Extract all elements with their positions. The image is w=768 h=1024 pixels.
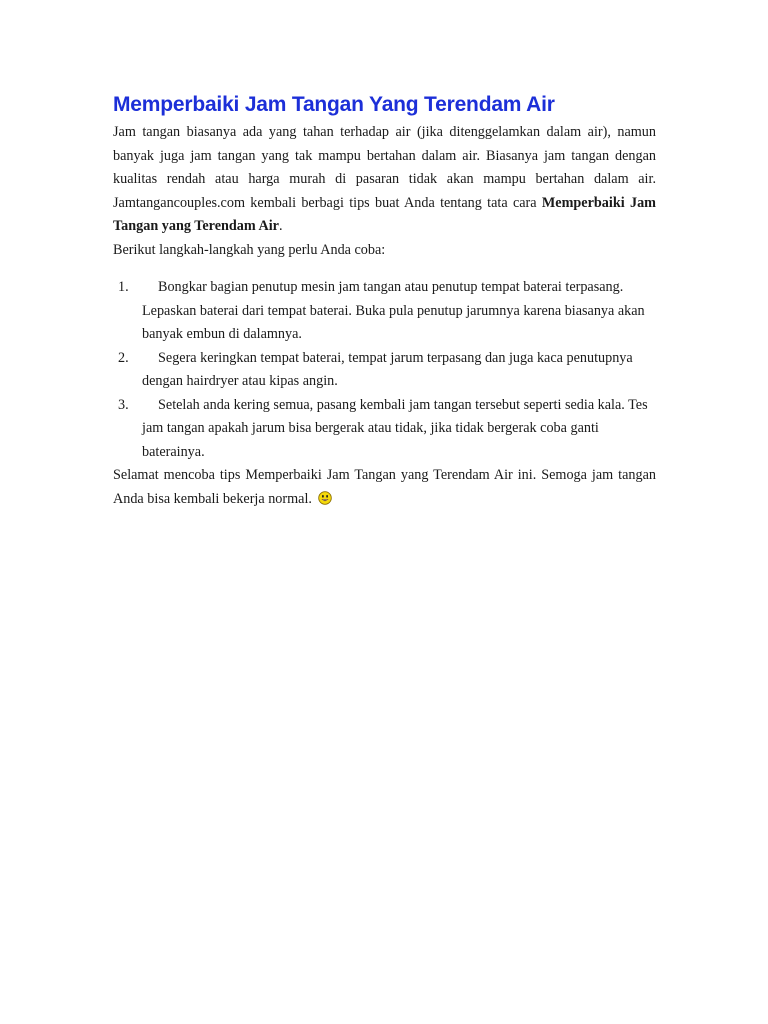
step-number: 1. — [118, 279, 129, 295]
step-number: 3. — [118, 396, 129, 413]
intro-bold-text: Memperbaiki Jam Tangan yang Terendam Air — [113, 194, 656, 234]
list-item — [113, 276, 656, 347]
list-item — [113, 347, 656, 394]
intro-paragraph — [113, 121, 656, 239]
steps-list — [113, 276, 656, 464]
steps-intro: Berikut langkah-langkah yang perlu Anda coba: — [113, 241, 386, 258]
list-item — [113, 394, 656, 465]
smiley-icon — [318, 491, 332, 505]
step-text: Segera keringkan tempat baterai, tempat jarum terpasang dan juga kaca penutupnya dengan hairdryer atau kipas angin. — [142, 349, 633, 389]
document-page — [113, 92, 656, 511]
step-number: 2. — [118, 349, 129, 366]
step-text: Bongkar bagian penutup mesin jam tangan atau penutup tempat baterai terpasang. Lepaskan baterai dari tempat baterai. Buka pula penutup jarumnya karena biasanya akan banyak embun di dalamnya. — [142, 279, 645, 342]
closing-paragraph — [113, 464, 656, 511]
article-title: Memperbaiki Jam Tangan Yang Terendam Air — [113, 93, 555, 116]
intro-end: . — [278, 218, 283, 234]
step-text: Setelah anda kering semua, pasang kembali jam tangan tersebut seperti sedia kala. Tes jam tangan apakah jarum bisa bergerak atau tidak, jika tidak bergerak coba ganti baterainya. — [142, 396, 648, 460]
closing-text: Selamat mencoba tips Memperbaiki Jam Tangan yang Terendam Air ini. Semoga jam tangan Anda bisa kembali bekerja normal. — [113, 467, 656, 507]
intro-text: Jam tangan biasanya ada yang tahan terhadap air (jika ditenggelamkan dalam air), namun banyak juga jam tangan yang tak mampu bertahan dalam air. Biasanya jam tangan dengan kualitas rendah atau harga murah di pasaran tidak akan mampu bertahan dalam air. Jamtangancouples.com kembali berbagi tips buat Anda tentang tata cara — [113, 124, 656, 211]
